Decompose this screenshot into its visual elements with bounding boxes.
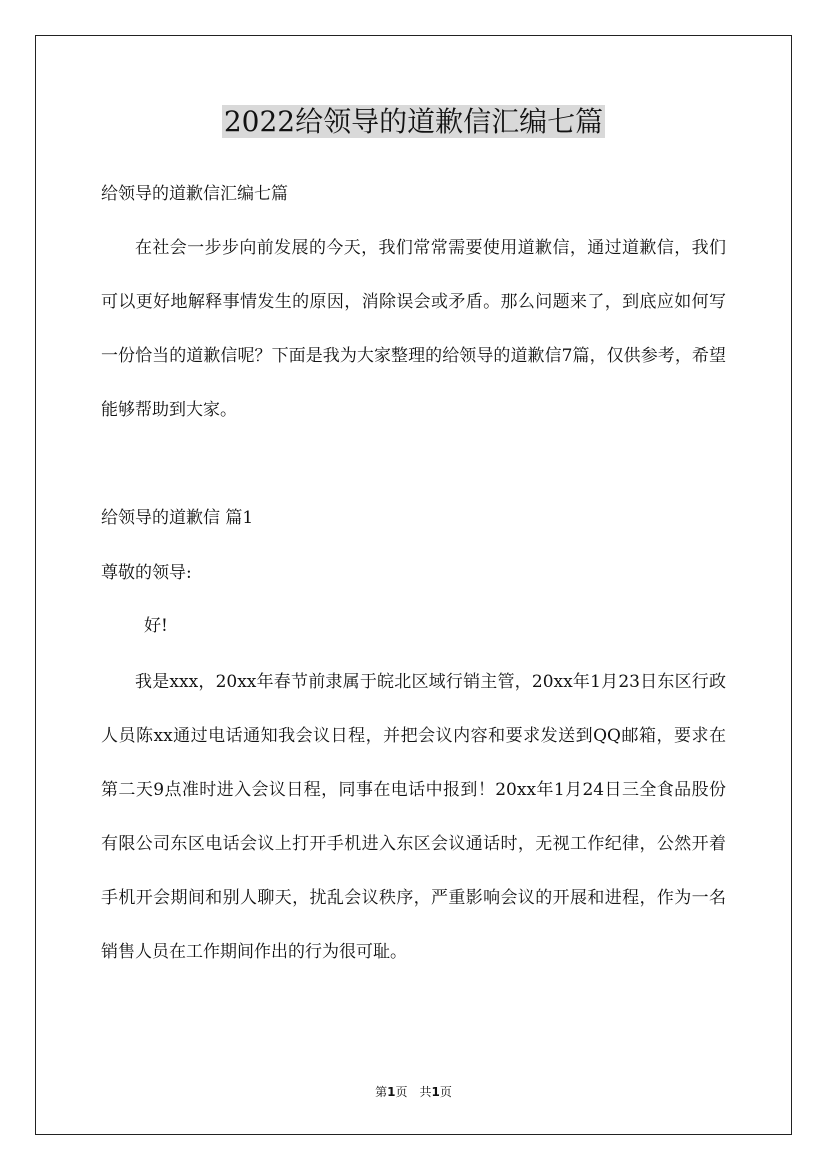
page-mid: 页 共 [395, 1085, 432, 1099]
page-total: 1 [431, 1085, 440, 1099]
intro-paragraph: 在社会一步步向前发展的今天，我们常常需要使用道歉信，通过道歉信，我们可以更好地解释事情发生的原因，消除误会或矛盾。那么问题来了，到底应如何写一份恰当的道歉信呢？下面是我为大家整理的给领导的道歉信7篇，仅供参考，希望能够帮助到大家。 [101, 238, 726, 420]
section-heading: 给领导的道歉信 篇1 [101, 508, 254, 528]
body-paragraph: 我是xxx，20xx年春节前隶属于皖北区域行销主管，20xx年1月23日东区行政人员陈xx通过电话通知我会议日程，并把会议内容和要求发送到QQ邮箱，要求在第二天9点准时进入会议日程，同事在电话中报到！20xx年1月24日三全食品股份有限公司东区电话会议上打开手机进入东区会议通话时，无视工作纪律，公然开着手机开会期间和别人聊天，扰乱会议秩序，严重影响会议的开展和进程，作为一名销售人员在工作期间作出的行为很可耻。 [101, 672, 726, 962]
page-prefix: 第 [375, 1085, 388, 1099]
page-suffix: 页 [439, 1085, 452, 1099]
page-current: 1 [387, 1085, 396, 1099]
document-title [0, 100, 827, 144]
page-footer [0, 1083, 827, 1101]
greeting: 好! [144, 616, 168, 636]
salutation: 尊敬的领导: [101, 563, 192, 583]
document-subtitle: 给领导的道歉信汇编七篇 [101, 184, 288, 204]
document-title-text: 2022给领导的道歉信汇编七篇 [223, 105, 604, 138]
